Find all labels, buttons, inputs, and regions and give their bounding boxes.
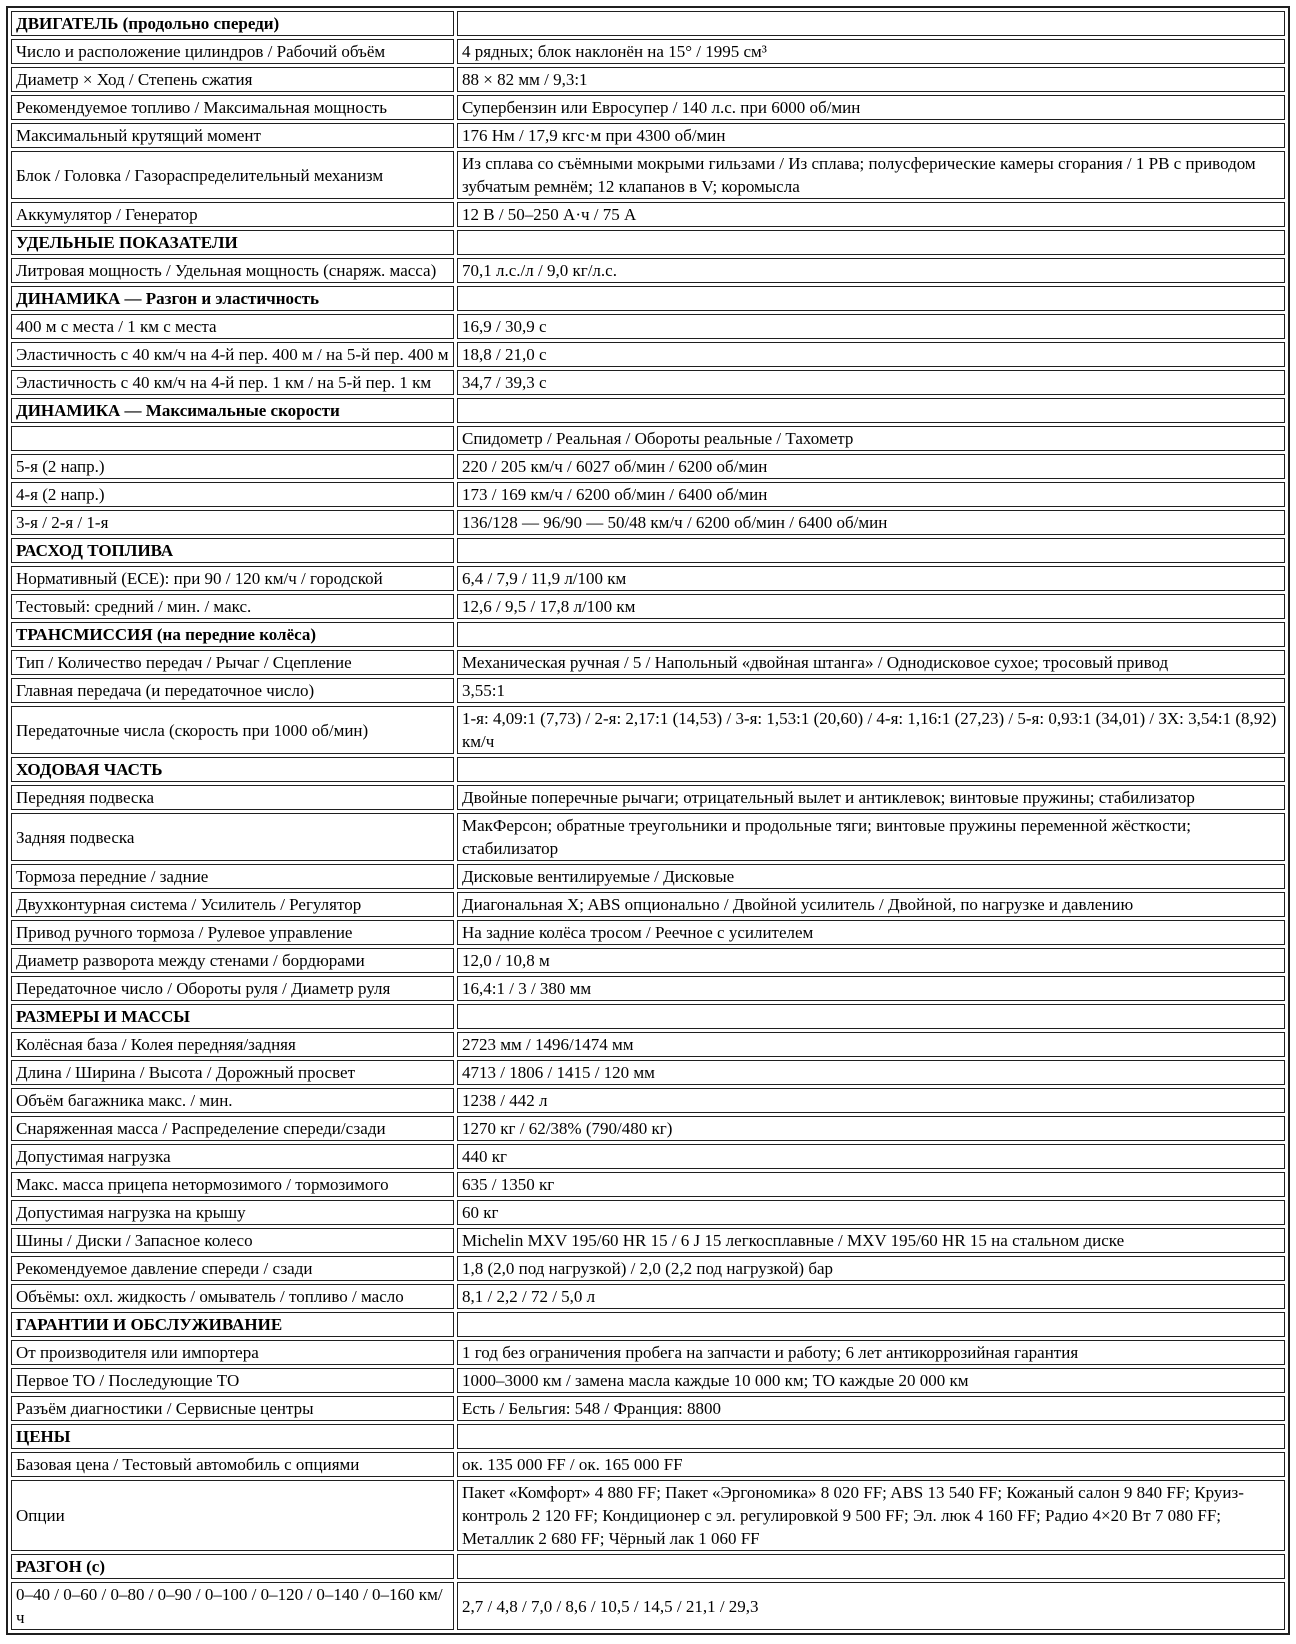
table-row — [11, 370, 1285, 395]
table-row — [11, 892, 1285, 917]
car-spec-table — [6, 6, 1290, 1635]
table-row — [11, 1480, 1285, 1551]
table-row — [11, 1368, 1285, 1393]
spec-label: Разъём диагностики / Сервисные центры — [11, 1396, 454, 1421]
section-title: РАСХОД ТОПЛИВА — [11, 538, 454, 563]
spec-value — [457, 757, 1285, 782]
table-row — [11, 1256, 1285, 1281]
table-row — [11, 1088, 1285, 1113]
table-row — [11, 454, 1285, 479]
section-title: ДИНАМИКА — Разгон и эластичность — [11, 286, 454, 311]
spec-value: МакФерсон; обратные треугольники и продольные тяги; винтовые пружины переменной жёсткости; стабилизатор — [457, 813, 1285, 861]
spec-value: 8,1 / 2,2 / 72 / 5,0 л — [457, 1284, 1285, 1309]
spec-value — [457, 286, 1285, 311]
spec-label: Эластичность с 40 км/ч на 4-й пер. 1 км / на 5-й пер. 1 км — [11, 370, 454, 395]
spec-value: Спидометр / Реальная / Обороты реальные / Тахометр — [457, 426, 1285, 451]
spec-value: 1000–3000 км / замена масла каждые 10 000 км; ТО каждые 20 000 км — [457, 1368, 1285, 1393]
spec-value: 635 / 1350 кг — [457, 1172, 1285, 1197]
spec-label: Максимальный крутящий момент — [11, 123, 454, 148]
spec-value: ок. 135 000 FF / ок. 165 000 FF — [457, 1452, 1285, 1477]
table-row — [11, 1060, 1285, 1085]
table-row — [11, 67, 1285, 92]
table-row — [11, 123, 1285, 148]
spec-label: Рекомендуемое давление спереди / сзади — [11, 1256, 454, 1281]
spec-label: Блок / Головка / Газораспределительный механизм — [11, 151, 454, 199]
table-row — [11, 678, 1285, 703]
table-row — [11, 566, 1285, 591]
table-row — [11, 650, 1285, 675]
spec-label: Передаточные числа (скорость при 1000 об/мин) — [11, 706, 454, 754]
spec-value: Из сплава со съёмными мокрыми гильзами / Из сплава; полусферические камеры сгорания / 1 РВ с приводом зубчатым ремнём; 12 клапанов в V; коромысла — [457, 151, 1285, 199]
table-row — [11, 151, 1285, 199]
section-row — [11, 1424, 1285, 1449]
spec-value: Michelin MXV 195/60 HR 15 / 6 J 15 легкосплавные / MXV 195/60 HR 15 на стальном диске — [457, 1228, 1285, 1253]
section-row — [11, 11, 1285, 36]
table-row — [11, 482, 1285, 507]
table-row — [11, 594, 1285, 619]
spec-label: Длина / Ширина / Высота / Дорожный просвет — [11, 1060, 454, 1085]
table-row — [11, 1228, 1285, 1253]
spec-label: Задняя подвеска — [11, 813, 454, 861]
spec-value: 136/128 — 96/90 — 50/48 км/ч / 6200 об/мин / 6400 об/мин — [457, 510, 1285, 535]
spec-value: Диагональная X; ABS опционально / Двойной усилитель / Двойной, по нагрузке и давлению — [457, 892, 1285, 917]
section-title: РАЗМЕРЫ И МАССЫ — [11, 1004, 454, 1029]
table-row — [11, 948, 1285, 973]
spec-label: Диаметр × Ход / Степень сжатия — [11, 67, 454, 92]
section-row — [11, 622, 1285, 647]
section-title: ЦЕНЫ — [11, 1424, 454, 1449]
spec-label: 5-я (2 напр.) — [11, 454, 454, 479]
spec-value: 173 / 169 км/ч / 6200 об/мин / 6400 об/мин — [457, 482, 1285, 507]
spec-value: 1270 кг / 62/38% (790/480 кг) — [457, 1116, 1285, 1141]
spec-label — [11, 426, 454, 451]
section-row — [11, 757, 1285, 782]
spec-label: Передняя подвеска — [11, 785, 454, 810]
spec-value: 220 / 205 км/ч / 6027 об/мин / 6200 об/мин — [457, 454, 1285, 479]
spec-value: Супербензин или Евросупер / 140 л.с. при 6000 об/мин — [457, 95, 1285, 120]
table-row — [11, 785, 1285, 810]
spec-value: 88 × 82 мм / 9,3:1 — [457, 67, 1285, 92]
spec-label: Главная передача (и передаточное число) — [11, 678, 454, 703]
spec-value: 12,6 / 9,5 / 17,8 л/100 км — [457, 594, 1285, 619]
spec-value: 70,1 л.с./л / 9,0 кг/л.с. — [457, 258, 1285, 283]
table-row — [11, 426, 1285, 451]
table-row — [11, 1200, 1285, 1225]
spec-label: Рекомендуемое топливо / Максимальная мощность — [11, 95, 454, 120]
spec-value: 1,8 (2,0 под нагрузкой) / 2,0 (2,2 под нагрузкой) бар — [457, 1256, 1285, 1281]
section-row — [11, 538, 1285, 563]
table-row — [11, 510, 1285, 535]
spec-value: Пакет «Комфорт» 4 880 FF; Пакет «Эргономика» 8 020 FF; ABS 13 540 FF; Кожаный салон 9 840 FF; Круиз-контроль 2 120 FF; Кондиционер с эл. регулировкой 9 500 FF; Эл. люк 4 160 FF; Радио 4×20 Вт 7 080 FF; Металлик 2 680 FF; Чёрный лак 1 060 FF — [457, 1480, 1285, 1551]
spec-label: Допустимая нагрузка на крышу — [11, 1200, 454, 1225]
spec-label: Привод ручного тормоза / Рулевое управление — [11, 920, 454, 945]
spec-value: 4713 / 1806 / 1415 / 120 мм — [457, 1060, 1285, 1085]
table-row — [11, 920, 1285, 945]
spec-value: Механическая ручная / 5 / Напольный «двойная штанга» / Однодисковое сухое; тросовый привод — [457, 650, 1285, 675]
section-title: ДИНАМИКА — Максимальные скорости — [11, 398, 454, 423]
spec-value — [457, 1004, 1285, 1029]
spec-value: 16,4:1 / 3 / 380 мм — [457, 976, 1285, 1001]
spec-label: Колёсная база / Колея передняя/задняя — [11, 1032, 454, 1057]
spec-label: Первое ТО / Последующие ТО — [11, 1368, 454, 1393]
spec-label: Передаточное число / Обороты руля / Диаметр руля — [11, 976, 454, 1001]
spec-value: 4 рядных; блок наклонён на 15° / 1995 см³ — [457, 39, 1285, 64]
spec-value: 18,8 / 21,0 с — [457, 342, 1285, 367]
spec-value: 12 В / 50–250 А·ч / 75 А — [457, 202, 1285, 227]
section-row — [11, 398, 1285, 423]
spec-label: Тормоза передние / задние — [11, 864, 454, 889]
spec-value: 12,0 / 10,8 м — [457, 948, 1285, 973]
spec-value: Есть / Бельгия: 548 / Франция: 8800 — [457, 1396, 1285, 1421]
spec-label: Объём багажника макс. / мин. — [11, 1088, 454, 1113]
spec-label: 0–40 / 0–60 / 0–80 / 0–90 / 0–100 / 0–120 / 0–140 / 0–160 км/ч — [11, 1582, 454, 1630]
table-row — [11, 813, 1285, 861]
spec-value — [457, 230, 1285, 255]
table-row — [11, 95, 1285, 120]
section-title: РАЗГОН (с) — [11, 1554, 454, 1579]
spec-label: Тип / Количество передач / Рычаг / Сцепление — [11, 650, 454, 675]
table-row — [11, 1116, 1285, 1141]
spec-value: 2,7 / 4,8 / 7,0 / 8,6 / 10,5 / 14,5 / 21,1 / 29,3 — [457, 1582, 1285, 1630]
spec-value: 176 Нм / 17,9 кгс·м при 4300 об/мин — [457, 123, 1285, 148]
spec-value: 60 кг — [457, 1200, 1285, 1225]
spec-value — [457, 1424, 1285, 1449]
section-title: ГАРАНТИИ И ОБСЛУЖИВАНИЕ — [11, 1312, 454, 1337]
spec-value — [457, 1554, 1285, 1579]
section-row — [11, 1004, 1285, 1029]
table-row — [11, 39, 1285, 64]
section-title: ХОДОВАЯ ЧАСТЬ — [11, 757, 454, 782]
spec-label: Литровая мощность / Удельная мощность (снаряж. масса) — [11, 258, 454, 283]
spec-label: Шины / Диски / Запасное колесо — [11, 1228, 454, 1253]
spec-value: Дисковые вентилируемые / Дисковые — [457, 864, 1285, 889]
spec-value — [457, 622, 1285, 647]
table-row — [11, 1172, 1285, 1197]
spec-value — [457, 1312, 1285, 1337]
table-row — [11, 342, 1285, 367]
table-row — [11, 976, 1285, 1001]
spec-label: Эластичность с 40 км/ч на 4-й пер. 400 м / на 5-й пер. 400 м — [11, 342, 454, 367]
spec-label: Диаметр разворота между стенами / бордюрами — [11, 948, 454, 973]
section-title: ТРАНСМИССИЯ (на передние колёса) — [11, 622, 454, 647]
spec-label: Допустимая нагрузка — [11, 1144, 454, 1169]
spec-value: 1238 / 442 л — [457, 1088, 1285, 1113]
spec-value: 1 год без ограничения пробега на запчасти и работу; 6 лет антикоррозийная гарантия — [457, 1340, 1285, 1365]
table-row — [11, 1032, 1285, 1057]
spec-label: Снаряженная масса / Распределение спереди/сзади — [11, 1116, 454, 1141]
spec-label: От производителя или импортера — [11, 1340, 454, 1365]
spec-label: Двухконтурная система / Усилитель / Регулятор — [11, 892, 454, 917]
section-row — [11, 286, 1285, 311]
spec-label: Число и расположение цилиндров / Рабочий объём — [11, 39, 454, 64]
section-row — [11, 230, 1285, 255]
section-title: ДВИГАТЕЛЬ (продольно спереди) — [11, 11, 454, 36]
spec-label: Опции — [11, 1480, 454, 1551]
spec-label: 4-я (2 напр.) — [11, 482, 454, 507]
car-spec-table-body — [11, 11, 1285, 1630]
spec-value: 2723 мм / 1496/1474 мм — [457, 1032, 1285, 1057]
table-row — [11, 1340, 1285, 1365]
spec-label: Базовая цена / Тестовый автомобиль с опциями — [11, 1452, 454, 1477]
section-title: УДЕЛЬНЫЕ ПОКАЗАТЕЛИ — [11, 230, 454, 255]
spec-value: 34,7 / 39,3 с — [457, 370, 1285, 395]
spec-value: 3,55:1 — [457, 678, 1285, 703]
spec-value — [457, 538, 1285, 563]
table-row — [11, 706, 1285, 754]
table-row — [11, 1284, 1285, 1309]
section-row — [11, 1312, 1285, 1337]
spec-label: Объёмы: охл. жидкость / омыватель / топливо / масло — [11, 1284, 454, 1309]
spec-value: 1-я: 4,09:1 (7,73) / 2-я: 2,17:1 (14,53) / 3-я: 1,53:1 (20,60) / 4-я: 1,16:1 (27,23) / 5-я: 0,93:1 (34,01) / ЗХ: 3,54:1 (8,92) км/ч — [457, 706, 1285, 754]
spec-label: Макс. масса прицепа нетормозимого / тормозимого — [11, 1172, 454, 1197]
section-row — [11, 1554, 1285, 1579]
spec-value: 6,4 / 7,9 / 11,9 л/100 км — [457, 566, 1285, 591]
table-row — [11, 314, 1285, 339]
table-row — [11, 1144, 1285, 1169]
spec-value: Двойные поперечные рычаги; отрицательный вылет и антиклевок; винтовые пружины; стабилизатор — [457, 785, 1285, 810]
spec-label: 400 м с места / 1 км с места — [11, 314, 454, 339]
table-row — [11, 1582, 1285, 1630]
spec-value: На задние колёса тросом / Реечное с усилителем — [457, 920, 1285, 945]
spec-value — [457, 11, 1285, 36]
table-row — [11, 202, 1285, 227]
table-row — [11, 1452, 1285, 1477]
spec-label: Тестовый: средний / мин. / макс. — [11, 594, 454, 619]
spec-value: 440 кг — [457, 1144, 1285, 1169]
spec-label: Нормативный (ЕСЕ): при 90 / 120 км/ч / городской — [11, 566, 454, 591]
spec-value: 16,9 / 30,9 с — [457, 314, 1285, 339]
spec-label: Аккумулятор / Генератор — [11, 202, 454, 227]
table-row — [11, 864, 1285, 889]
table-row — [11, 1396, 1285, 1421]
spec-label: 3-я / 2-я / 1-я — [11, 510, 454, 535]
spec-value — [457, 398, 1285, 423]
table-row — [11, 258, 1285, 283]
